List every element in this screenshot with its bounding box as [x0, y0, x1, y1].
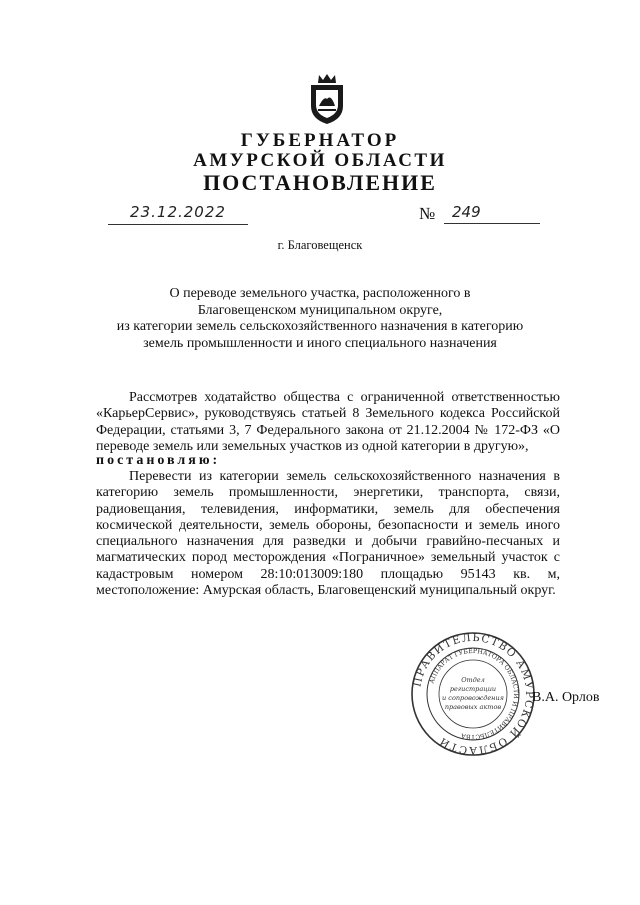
- decree-word: постановляю:: [96, 453, 221, 468]
- resolution-paragraph: Перевести из категории земель сельскохозяйственного назначения в категорию земель промышленности, энергетики, транспорта, связи, радиовещания, телевидения, информатики, земель для обеспечения космической деятельности, земель обороны, безопасности и земель иного специального назначения для разведки и добычи гравийно-песчаных и магматических пород месторождения «Пограничное» земельный участок с кадастровым номером 28:10:013009:180 площадью 95143 кв. м, местоположение: Амурская область, Благовещенский муниципальный округ.: [96, 469, 560, 599]
- document-number: 249: [444, 200, 540, 224]
- document-subject: [80, 286, 560, 352]
- seal-center-line: Отдел: [461, 676, 485, 684]
- seal-outer-text: ПРАВИТЕЛЬСТВО АМУРСКОЙ ОБЛАСТИ: [411, 632, 536, 756]
- document-date: 23.12.2022: [108, 200, 248, 225]
- preamble-paragraph: Рассмотрев ходатайство общества с ограниченной ответственностью «КарьерСервис», руководствуясь статьей 8 Земельного кодекса Российской Федерации, статьями 3, 7 Федерального закона от 21.12.2004 № 172-ФЗ «О переводе земель или земельных участков из одной категории в другую»,: [96, 390, 560, 454]
- seal-center-line: и сопровождения: [442, 694, 504, 702]
- official-seal: [407, 632, 539, 756]
- subject-line: земель промышленности и иного специального назначения: [143, 335, 497, 351]
- number-label: №: [419, 204, 436, 223]
- document-type: ПОСТАНОВЛЕНИЕ: [203, 170, 437, 195]
- signatory-name: В.А. Орлов: [532, 690, 600, 705]
- org-title: ГУБЕРНАТОР: [240, 130, 400, 151]
- seal-inner-text: АППАРАТ ГУБЕРНАТОРА ОБЛАСТИ И ПРАВИТЕЛЬСТВА: [428, 647, 520, 741]
- coat-of-arms-icon: [306, 72, 348, 126]
- subject-line: О переводе земельного участка, расположенного в: [169, 286, 471, 301]
- subject-line: Благовещенском муниципальном округе,: [197, 302, 443, 318]
- city: г. Благовещенск: [277, 238, 363, 252]
- region-title: АМУРСКОЙ ОБЛАСТИ: [193, 150, 447, 171]
- seal-center-line: правовых актов: [444, 703, 502, 711]
- seal-center-line: регистрации: [449, 685, 497, 693]
- subject-line: из категории земель сельскохозяйственного назначения в категорию: [116, 319, 524, 334]
